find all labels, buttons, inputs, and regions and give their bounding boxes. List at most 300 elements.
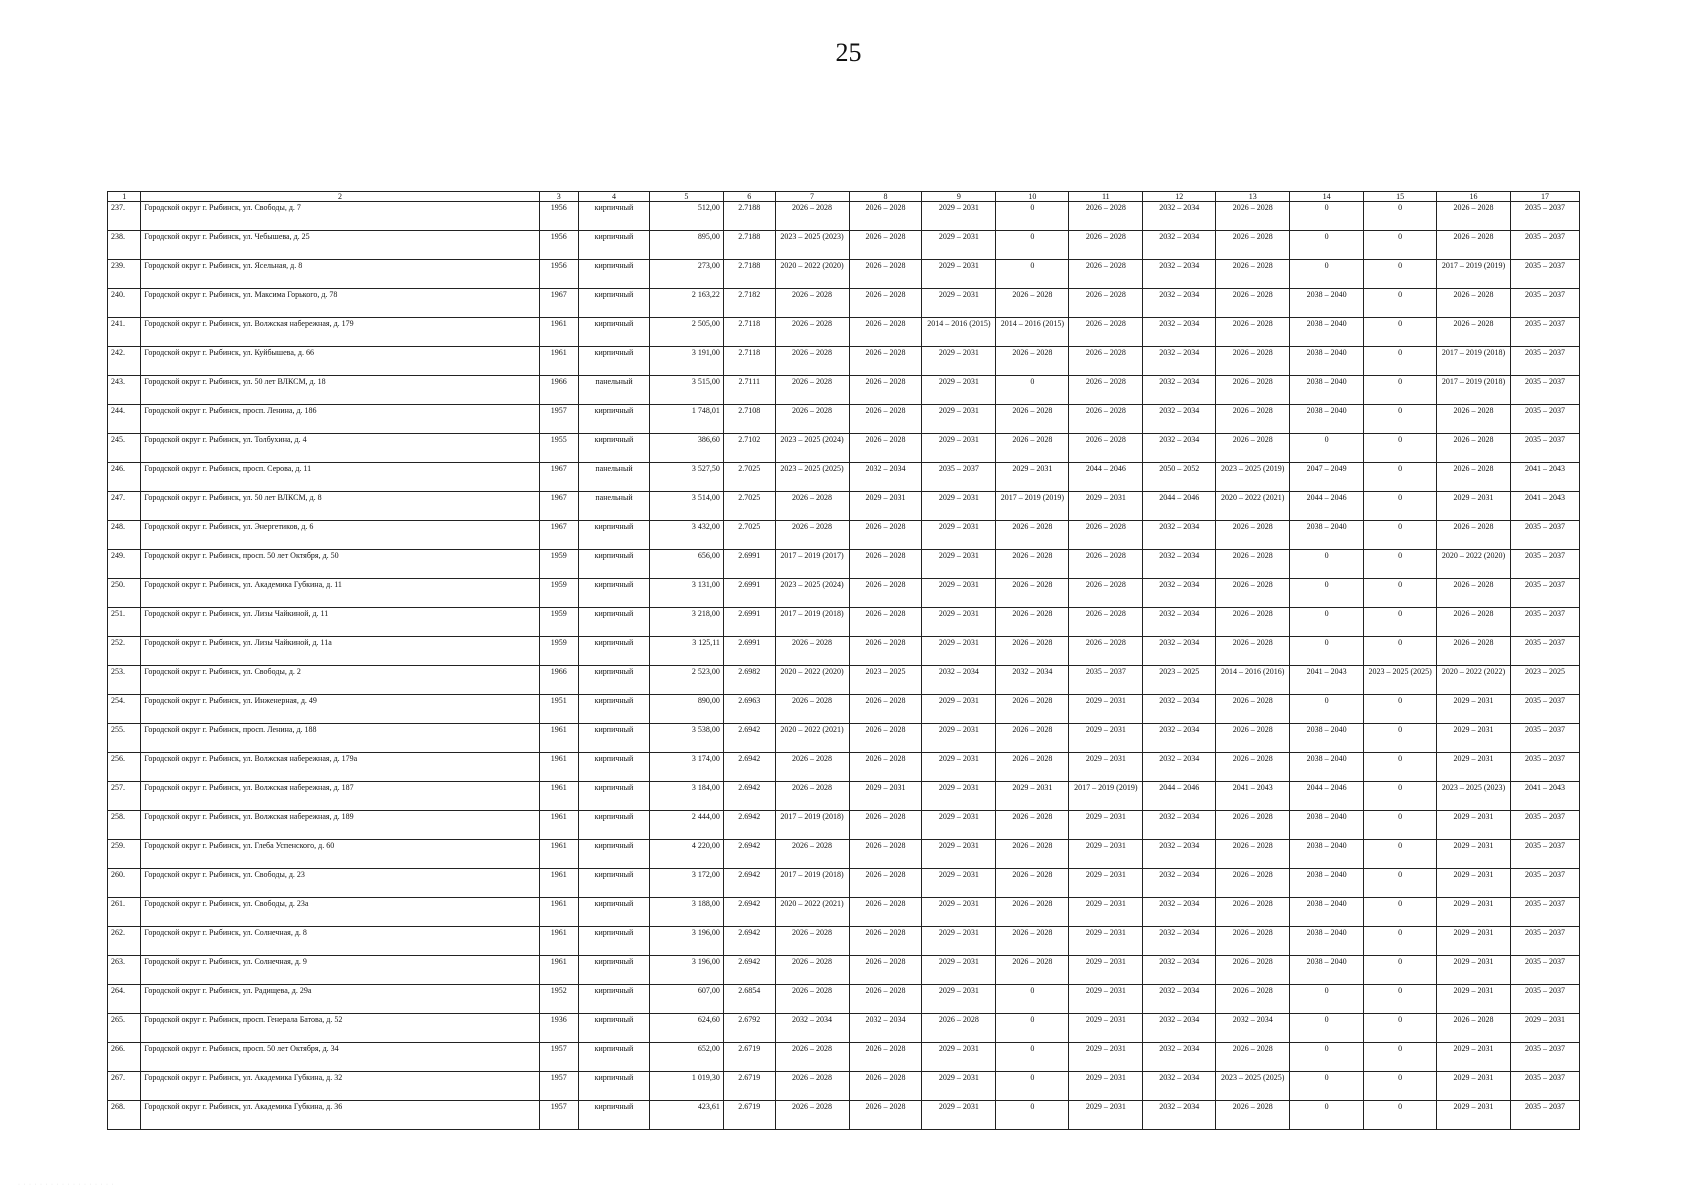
period-cell: 0 <box>1290 202 1364 231</box>
row-number-cell: 264. <box>108 985 141 1014</box>
period-cell: 2029 – 2031 <box>1069 753 1143 782</box>
period-cell: 2029 – 2031 <box>922 434 996 463</box>
coefficient-cell: 2.7188 <box>723 231 775 260</box>
period-cell: 2026 – 2028 <box>775 782 849 811</box>
period-cell: 2026 – 2028 <box>775 1101 849 1130</box>
area-cell: 607,00 <box>649 985 723 1014</box>
period-cell: 2032 – 2034 <box>1216 1014 1290 1043</box>
period-cell: 2029 – 2031 <box>922 782 996 811</box>
period-cell: 2020 – 2022 (2021) <box>775 724 849 753</box>
table-row <box>108 550 1580 579</box>
area-cell: 3 514,00 <box>649 492 723 521</box>
column-number-row <box>108 192 1580 202</box>
period-cell: 2032 – 2034 <box>1143 289 1216 318</box>
period-cell: 2038 – 2040 <box>1290 724 1364 753</box>
period-cell: 2035 – 2037 <box>1511 318 1580 347</box>
period-cell: 2029 – 2031 <box>922 405 996 434</box>
period-cell: 2020 – 2022 (2020) <box>1437 550 1511 579</box>
area-cell: 656,00 <box>649 550 723 579</box>
row-number-cell: 263. <box>108 956 141 985</box>
area-cell: 2 523,00 <box>649 666 723 695</box>
table-row <box>108 840 1580 869</box>
period-cell: 2032 – 2034 <box>849 1014 922 1043</box>
period-cell: 2026 – 2028 <box>996 811 1069 840</box>
area-cell: 3 174,00 <box>649 753 723 782</box>
period-cell: 0 <box>1364 782 1437 811</box>
period-cell: 2026 – 2028 <box>1216 202 1290 231</box>
coefficient-cell: 2.7182 <box>723 289 775 318</box>
area-cell: 3 184,00 <box>649 782 723 811</box>
period-cell: 2026 – 2028 <box>1216 347 1290 376</box>
wall-material-cell: кирпичный <box>579 521 650 550</box>
period-cell: 2038 – 2040 <box>1290 927 1364 956</box>
row-number-cell: 258. <box>108 811 141 840</box>
table-row <box>108 260 1580 289</box>
period-cell: 2026 – 2028 <box>1216 521 1290 550</box>
row-number-cell: 246. <box>108 463 141 492</box>
period-cell: 0 <box>1364 608 1437 637</box>
address-cell: Городской округ г. Рыбинск, просп. Серова, д. 11 <box>141 463 539 492</box>
address-cell: Городской округ г. Рыбинск, ул. Куйбышева, д. 66 <box>141 347 539 376</box>
row-number-cell: 265. <box>108 1014 141 1043</box>
period-cell: 2029 – 2031 <box>1069 985 1143 1014</box>
period-cell: 2029 – 2031 <box>922 724 996 753</box>
period-cell: 2026 – 2028 <box>1437 463 1511 492</box>
table-row <box>108 1101 1580 1130</box>
row-number-cell: 267. <box>108 1072 141 1101</box>
period-cell: 2017 – 2019 (2019) <box>996 492 1069 521</box>
table-row <box>108 666 1580 695</box>
period-cell: 2026 – 2028 <box>849 811 922 840</box>
row-number-cell: 251. <box>108 608 141 637</box>
period-cell: 2017 – 2019 (2018) <box>775 811 849 840</box>
row-number-cell: 241. <box>108 318 141 347</box>
period-cell: 2029 – 2031 <box>1069 1101 1143 1130</box>
column-number-14: 14 <box>1290 192 1364 202</box>
period-cell: 2026 – 2028 <box>849 753 922 782</box>
period-cell: 2038 – 2040 <box>1290 405 1364 434</box>
period-cell: 2029 – 2031 <box>1437 956 1511 985</box>
table-row <box>108 1072 1580 1101</box>
period-cell: 2032 – 2034 <box>1143 1043 1216 1072</box>
table-row <box>108 695 1580 724</box>
period-cell: 2026 – 2028 <box>775 840 849 869</box>
period-cell: 2026 – 2028 <box>996 956 1069 985</box>
period-cell: 2041 – 2043 <box>1511 492 1580 521</box>
period-cell: 2032 – 2034 <box>1143 695 1216 724</box>
area-cell: 624,60 <box>649 1014 723 1043</box>
column-number-16: 16 <box>1437 192 1511 202</box>
area-cell: 2 444,00 <box>649 811 723 840</box>
period-cell: 2026 – 2028 <box>1216 985 1290 1014</box>
wall-material-cell: кирпичный <box>579 434 650 463</box>
row-number-cell: 250. <box>108 579 141 608</box>
wall-material-cell: кирпичный <box>579 318 650 347</box>
table-row <box>108 579 1580 608</box>
wall-material-cell: кирпичный <box>579 753 650 782</box>
period-cell: 2035 – 2037 <box>1511 956 1580 985</box>
area-cell: 3 196,00 <box>649 956 723 985</box>
period-cell: 2032 – 2034 <box>1143 956 1216 985</box>
period-cell: 2026 – 2028 <box>1216 927 1290 956</box>
period-cell: 2029 – 2031 <box>922 231 996 260</box>
area-cell: 3 188,00 <box>649 898 723 927</box>
period-cell: 2026 – 2028 <box>775 956 849 985</box>
period-cell: 0 <box>1364 956 1437 985</box>
period-cell: 2017 – 2019 (2018) <box>1437 376 1511 405</box>
table-row <box>108 1043 1580 1072</box>
year-cell: 1961 <box>539 840 579 869</box>
year-cell: 1961 <box>539 869 579 898</box>
row-number-cell: 259. <box>108 840 141 869</box>
period-cell: 2026 – 2028 <box>1216 260 1290 289</box>
period-cell: 2026 – 2028 <box>996 753 1069 782</box>
coefficient-cell: 2.7111 <box>723 376 775 405</box>
row-number-cell: 261. <box>108 898 141 927</box>
coefficient-cell: 2.6942 <box>723 869 775 898</box>
period-cell: 2041 – 2043 <box>1511 463 1580 492</box>
year-cell: 1959 <box>539 637 579 666</box>
period-cell: 2035 – 2037 <box>1511 1043 1580 1072</box>
period-cell: 2032 – 2034 <box>1143 985 1216 1014</box>
wall-material-cell: кирпичный <box>579 608 650 637</box>
period-cell: 2029 – 2031 <box>1069 695 1143 724</box>
year-cell: 1961 <box>539 318 579 347</box>
coefficient-cell: 2.7102 <box>723 434 775 463</box>
year-cell: 1967 <box>539 289 579 318</box>
wall-material-cell: кирпичный <box>579 927 650 956</box>
period-cell: 2029 – 2031 <box>922 898 996 927</box>
period-cell: 2026 – 2028 <box>1437 637 1511 666</box>
period-cell: 2026 – 2028 <box>775 927 849 956</box>
period-cell: 2026 – 2028 <box>849 927 922 956</box>
year-cell: 1952 <box>539 985 579 1014</box>
period-cell: 2038 – 2040 <box>1290 347 1364 376</box>
period-cell: 2044 – 2046 <box>1143 492 1216 521</box>
period-cell: 2029 – 2031 <box>922 202 996 231</box>
period-cell: 2035 – 2037 <box>1511 724 1580 753</box>
period-cell: 2026 – 2028 <box>849 376 922 405</box>
period-cell: 2029 – 2031 <box>1437 1101 1511 1130</box>
period-cell: 2017 – 2019 (2018) <box>1437 347 1511 376</box>
wall-material-cell: кирпичный <box>579 347 650 376</box>
period-cell: 2026 – 2028 <box>1216 1043 1290 1072</box>
period-cell: 0 <box>1364 985 1437 1014</box>
wall-material-cell: кирпичный <box>579 1101 650 1130</box>
year-cell: 1961 <box>539 927 579 956</box>
address-cell: Городской округ г. Рыбинск, ул. Академика Губкина, д. 11 <box>141 579 539 608</box>
period-cell: 0 <box>1364 1101 1437 1130</box>
period-cell: 2017 – 2019 (2018) <box>775 869 849 898</box>
wall-material-cell: кирпичный <box>579 579 650 608</box>
area-cell: 3 515,00 <box>649 376 723 405</box>
coefficient-cell: 2.6942 <box>723 927 775 956</box>
period-cell: 2026 – 2028 <box>775 405 849 434</box>
period-cell: 2026 – 2028 <box>1437 289 1511 318</box>
period-cell: 0 <box>1364 434 1437 463</box>
year-cell: 1956 <box>539 202 579 231</box>
period-cell: 2026 – 2028 <box>1437 521 1511 550</box>
row-number-cell: 253. <box>108 666 141 695</box>
period-cell: 2026 – 2028 <box>849 434 922 463</box>
period-cell: 2017 – 2019 (2019) <box>1069 782 1143 811</box>
area-cell: 3 527,50 <box>649 463 723 492</box>
period-cell: 0 <box>1290 1072 1364 1101</box>
housing-registry-table <box>107 191 1580 1130</box>
period-cell: 2032 – 2034 <box>1143 753 1216 782</box>
period-cell: 2026 – 2028 <box>849 231 922 260</box>
period-cell: 0 <box>1364 231 1437 260</box>
period-cell: 2029 – 2031 <box>1437 724 1511 753</box>
period-cell: 2017 – 2019 (2018) <box>775 608 849 637</box>
period-cell: 0 <box>1290 434 1364 463</box>
period-cell: 2029 – 2031 <box>1437 695 1511 724</box>
address-cell: Городской округ г. Рыбинск, ул. Инженерная, д. 49 <box>141 695 539 724</box>
row-number-cell: 255. <box>108 724 141 753</box>
coefficient-cell: 2.6942 <box>723 782 775 811</box>
period-cell: 2035 – 2037 <box>1511 608 1580 637</box>
period-cell: 2044 – 2046 <box>1143 782 1216 811</box>
period-cell: 2014 – 2016 (2015) <box>996 318 1069 347</box>
period-cell: 0 <box>1364 405 1437 434</box>
area-cell: 386,60 <box>649 434 723 463</box>
period-cell: 2032 – 2034 <box>1143 260 1216 289</box>
period-cell: 2029 – 2031 <box>1069 927 1143 956</box>
period-cell: 2026 – 2028 <box>1069 579 1143 608</box>
period-cell: 2035 – 2037 <box>922 463 996 492</box>
period-cell: 2038 – 2040 <box>1290 898 1364 927</box>
column-number-11: 11 <box>1069 192 1143 202</box>
period-cell: 2029 – 2031 <box>922 492 996 521</box>
row-number-cell: 245. <box>108 434 141 463</box>
wall-material-cell: кирпичный <box>579 869 650 898</box>
year-cell: 1966 <box>539 666 579 695</box>
column-number-17: 17 <box>1511 192 1580 202</box>
period-cell: 2026 – 2028 <box>1437 1014 1511 1043</box>
address-cell: Городской округ г. Рыбинск, ул. Волжская набережная, д. 179 <box>141 318 539 347</box>
period-cell: 0 <box>1364 811 1437 840</box>
period-cell: 0 <box>1290 608 1364 637</box>
period-cell: 2026 – 2028 <box>775 521 849 550</box>
coefficient-cell: 2.6719 <box>723 1072 775 1101</box>
coefficient-cell: 2.6991 <box>723 550 775 579</box>
period-cell: 2026 – 2028 <box>1216 898 1290 927</box>
column-number-4: 4 <box>579 192 650 202</box>
period-cell: 2029 – 2031 <box>922 260 996 289</box>
period-cell: 2035 – 2037 <box>1511 231 1580 260</box>
period-cell: 2026 – 2028 <box>849 260 922 289</box>
period-cell: 0 <box>1364 521 1437 550</box>
period-cell: 2026 – 2028 <box>849 956 922 985</box>
row-number-cell: 248. <box>108 521 141 550</box>
table-row <box>108 811 1580 840</box>
period-cell: 2020 – 2022 (2022) <box>1437 666 1511 695</box>
coefficient-cell: 2.7108 <box>723 405 775 434</box>
period-cell: 0 <box>1290 1043 1364 1072</box>
period-cell: 2020 – 2022 (2021) <box>1216 492 1290 521</box>
coefficient-cell: 2.6991 <box>723 579 775 608</box>
period-cell: 0 <box>1364 202 1437 231</box>
period-cell: 2026 – 2028 <box>775 753 849 782</box>
period-cell: 2026 – 2028 <box>996 898 1069 927</box>
period-cell: 2032 – 2034 <box>1143 231 1216 260</box>
wall-material-cell: панельный <box>579 492 650 521</box>
period-cell: 2026 – 2028 <box>1216 753 1290 782</box>
column-number-13: 13 <box>1216 192 1290 202</box>
period-cell: 2026 – 2028 <box>1069 521 1143 550</box>
coefficient-cell: 2.6719 <box>723 1043 775 1072</box>
column-number-15: 15 <box>1364 192 1437 202</box>
period-cell: 2014 – 2016 (2015) <box>922 318 996 347</box>
period-cell: 0 <box>1364 927 1437 956</box>
period-cell: 2029 – 2031 <box>1437 840 1511 869</box>
coefficient-cell: 2.6942 <box>723 956 775 985</box>
wall-material-cell: кирпичный <box>579 898 650 927</box>
wall-material-cell: панельный <box>579 376 650 405</box>
coefficient-cell: 2.6942 <box>723 840 775 869</box>
scan-noise: · · · · · · · · · · · · · · · · · · <box>18 1182 115 1188</box>
period-cell: 2029 – 2031 <box>922 521 996 550</box>
period-cell: 2032 – 2034 <box>1143 434 1216 463</box>
period-cell: 0 <box>1290 260 1364 289</box>
period-cell: 2035 – 2037 <box>1511 840 1580 869</box>
wall-material-cell: кирпичный <box>579 695 650 724</box>
period-cell: 2029 – 2031 <box>849 492 922 521</box>
period-cell: 2026 – 2028 <box>849 608 922 637</box>
year-cell: 1936 <box>539 1014 579 1043</box>
period-cell: 2035 – 2037 <box>1511 1101 1580 1130</box>
table-row <box>108 985 1580 1014</box>
wall-material-cell: кирпичный <box>579 405 650 434</box>
period-cell: 2035 – 2037 <box>1511 985 1580 1014</box>
area-cell: 895,00 <box>649 231 723 260</box>
period-cell: 2038 – 2040 <box>1290 521 1364 550</box>
period-cell: 2041 – 2043 <box>1290 666 1364 695</box>
table-body <box>108 202 1580 1130</box>
year-cell: 1961 <box>539 898 579 927</box>
period-cell: 2026 – 2028 <box>996 840 1069 869</box>
period-cell: 2026 – 2028 <box>775 1043 849 1072</box>
period-cell: 2026 – 2028 <box>1069 318 1143 347</box>
address-cell: Городской округ г. Рыбинск, просп. 50 лет Октября, д. 34 <box>141 1043 539 1072</box>
period-cell: 2038 – 2040 <box>1290 869 1364 898</box>
table-row <box>108 724 1580 753</box>
period-cell: 2038 – 2040 <box>1290 289 1364 318</box>
period-cell: 2026 – 2028 <box>775 318 849 347</box>
period-cell: 2023 – 2025 <box>849 666 922 695</box>
period-cell: 0 <box>996 202 1069 231</box>
coefficient-cell: 2.7188 <box>723 202 775 231</box>
period-cell: 2026 – 2028 <box>775 1072 849 1101</box>
period-cell: 2026 – 2028 <box>922 1014 996 1043</box>
period-cell: 2032 – 2034 <box>775 1014 849 1043</box>
coefficient-cell: 2.6963 <box>723 695 775 724</box>
period-cell: 2035 – 2037 <box>1511 376 1580 405</box>
period-cell: 0 <box>1364 318 1437 347</box>
address-cell: Городской округ г. Рыбинск, ул. Волжская набережная, д. 179а <box>141 753 539 782</box>
period-cell: 2026 – 2028 <box>849 840 922 869</box>
row-number-cell: 249. <box>108 550 141 579</box>
year-cell: 1957 <box>539 1043 579 1072</box>
period-cell: 0 <box>1364 463 1437 492</box>
period-cell: 2035 – 2037 <box>1511 405 1580 434</box>
table-row <box>108 289 1580 318</box>
period-cell: 2035 – 2037 <box>1511 869 1580 898</box>
coefficient-cell: 2.7118 <box>723 347 775 376</box>
period-cell: 2026 – 2028 <box>1069 347 1143 376</box>
period-cell: 2035 – 2037 <box>1511 579 1580 608</box>
period-cell: 0 <box>1364 550 1437 579</box>
area-cell: 3 125,11 <box>649 637 723 666</box>
period-cell: 2029 – 2031 <box>1069 811 1143 840</box>
column-number-10: 10 <box>996 192 1069 202</box>
coefficient-cell: 2.7025 <box>723 521 775 550</box>
period-cell: 2020 – 2022 (2020) <box>775 666 849 695</box>
period-cell: 2026 – 2028 <box>849 202 922 231</box>
period-cell: 2026 – 2028 <box>1216 550 1290 579</box>
period-cell: 2032 – 2034 <box>996 666 1069 695</box>
year-cell: 1961 <box>539 811 579 840</box>
period-cell: 2026 – 2028 <box>1437 608 1511 637</box>
period-cell: 2035 – 2037 <box>1511 753 1580 782</box>
table-row <box>108 869 1580 898</box>
period-cell: 2026 – 2028 <box>1216 869 1290 898</box>
period-cell: 0 <box>1364 1072 1437 1101</box>
table-header <box>108 192 1580 202</box>
period-cell: 2038 – 2040 <box>1290 956 1364 985</box>
period-cell: 2038 – 2040 <box>1290 318 1364 347</box>
column-number-6: 6 <box>723 192 775 202</box>
address-cell: Городской округ г. Рыбинск, ул. Свободы, д. 7 <box>141 202 539 231</box>
period-cell: 0 <box>1364 1014 1437 1043</box>
period-cell: 0 <box>1290 1014 1364 1043</box>
period-cell: 2020 – 2022 (2021) <box>775 898 849 927</box>
period-cell: 2029 – 2031 <box>922 376 996 405</box>
address-cell: Городской округ г. Рыбинск, ул. Чебышева, д. 25 <box>141 231 539 260</box>
period-cell: 2023 – 2025 <box>1511 666 1580 695</box>
period-cell: 2044 – 2046 <box>1290 782 1364 811</box>
table-row <box>108 637 1580 666</box>
period-cell: 2026 – 2028 <box>849 289 922 318</box>
column-number-3: 3 <box>539 192 579 202</box>
period-cell: 2035 – 2037 <box>1511 202 1580 231</box>
coefficient-cell: 2.7118 <box>723 318 775 347</box>
period-cell: 0 <box>1364 579 1437 608</box>
period-cell: 2026 – 2028 <box>849 405 922 434</box>
period-cell: 2032 – 2034 <box>1143 840 1216 869</box>
period-cell: 0 <box>1364 869 1437 898</box>
period-cell: 2026 – 2028 <box>1069 260 1143 289</box>
wall-material-cell: кирпичный <box>579 840 650 869</box>
table-row <box>108 202 1580 231</box>
area-cell: 1 019,30 <box>649 1072 723 1101</box>
period-cell: 2017 – 2019 (2017) <box>775 550 849 579</box>
period-cell: 2023 – 2025 (2024) <box>775 579 849 608</box>
period-cell: 0 <box>1290 695 1364 724</box>
year-cell: 1967 <box>539 521 579 550</box>
period-cell: 2035 – 2037 <box>1511 260 1580 289</box>
period-cell: 2032 – 2034 <box>1143 811 1216 840</box>
area-cell: 3 538,00 <box>649 724 723 753</box>
address-cell: Городской округ г. Рыбинск, ул. Лизы Чайкиной, д. 11 <box>141 608 539 637</box>
row-number-cell: 260. <box>108 869 141 898</box>
period-cell: 2032 – 2034 <box>1143 521 1216 550</box>
period-cell: 2029 – 2031 <box>1437 811 1511 840</box>
period-cell: 2017 – 2019 (2019) <box>1437 260 1511 289</box>
period-cell: 2026 – 2028 <box>1216 695 1290 724</box>
period-cell: 2026 – 2028 <box>1069 405 1143 434</box>
area-cell: 4 220,00 <box>649 840 723 869</box>
